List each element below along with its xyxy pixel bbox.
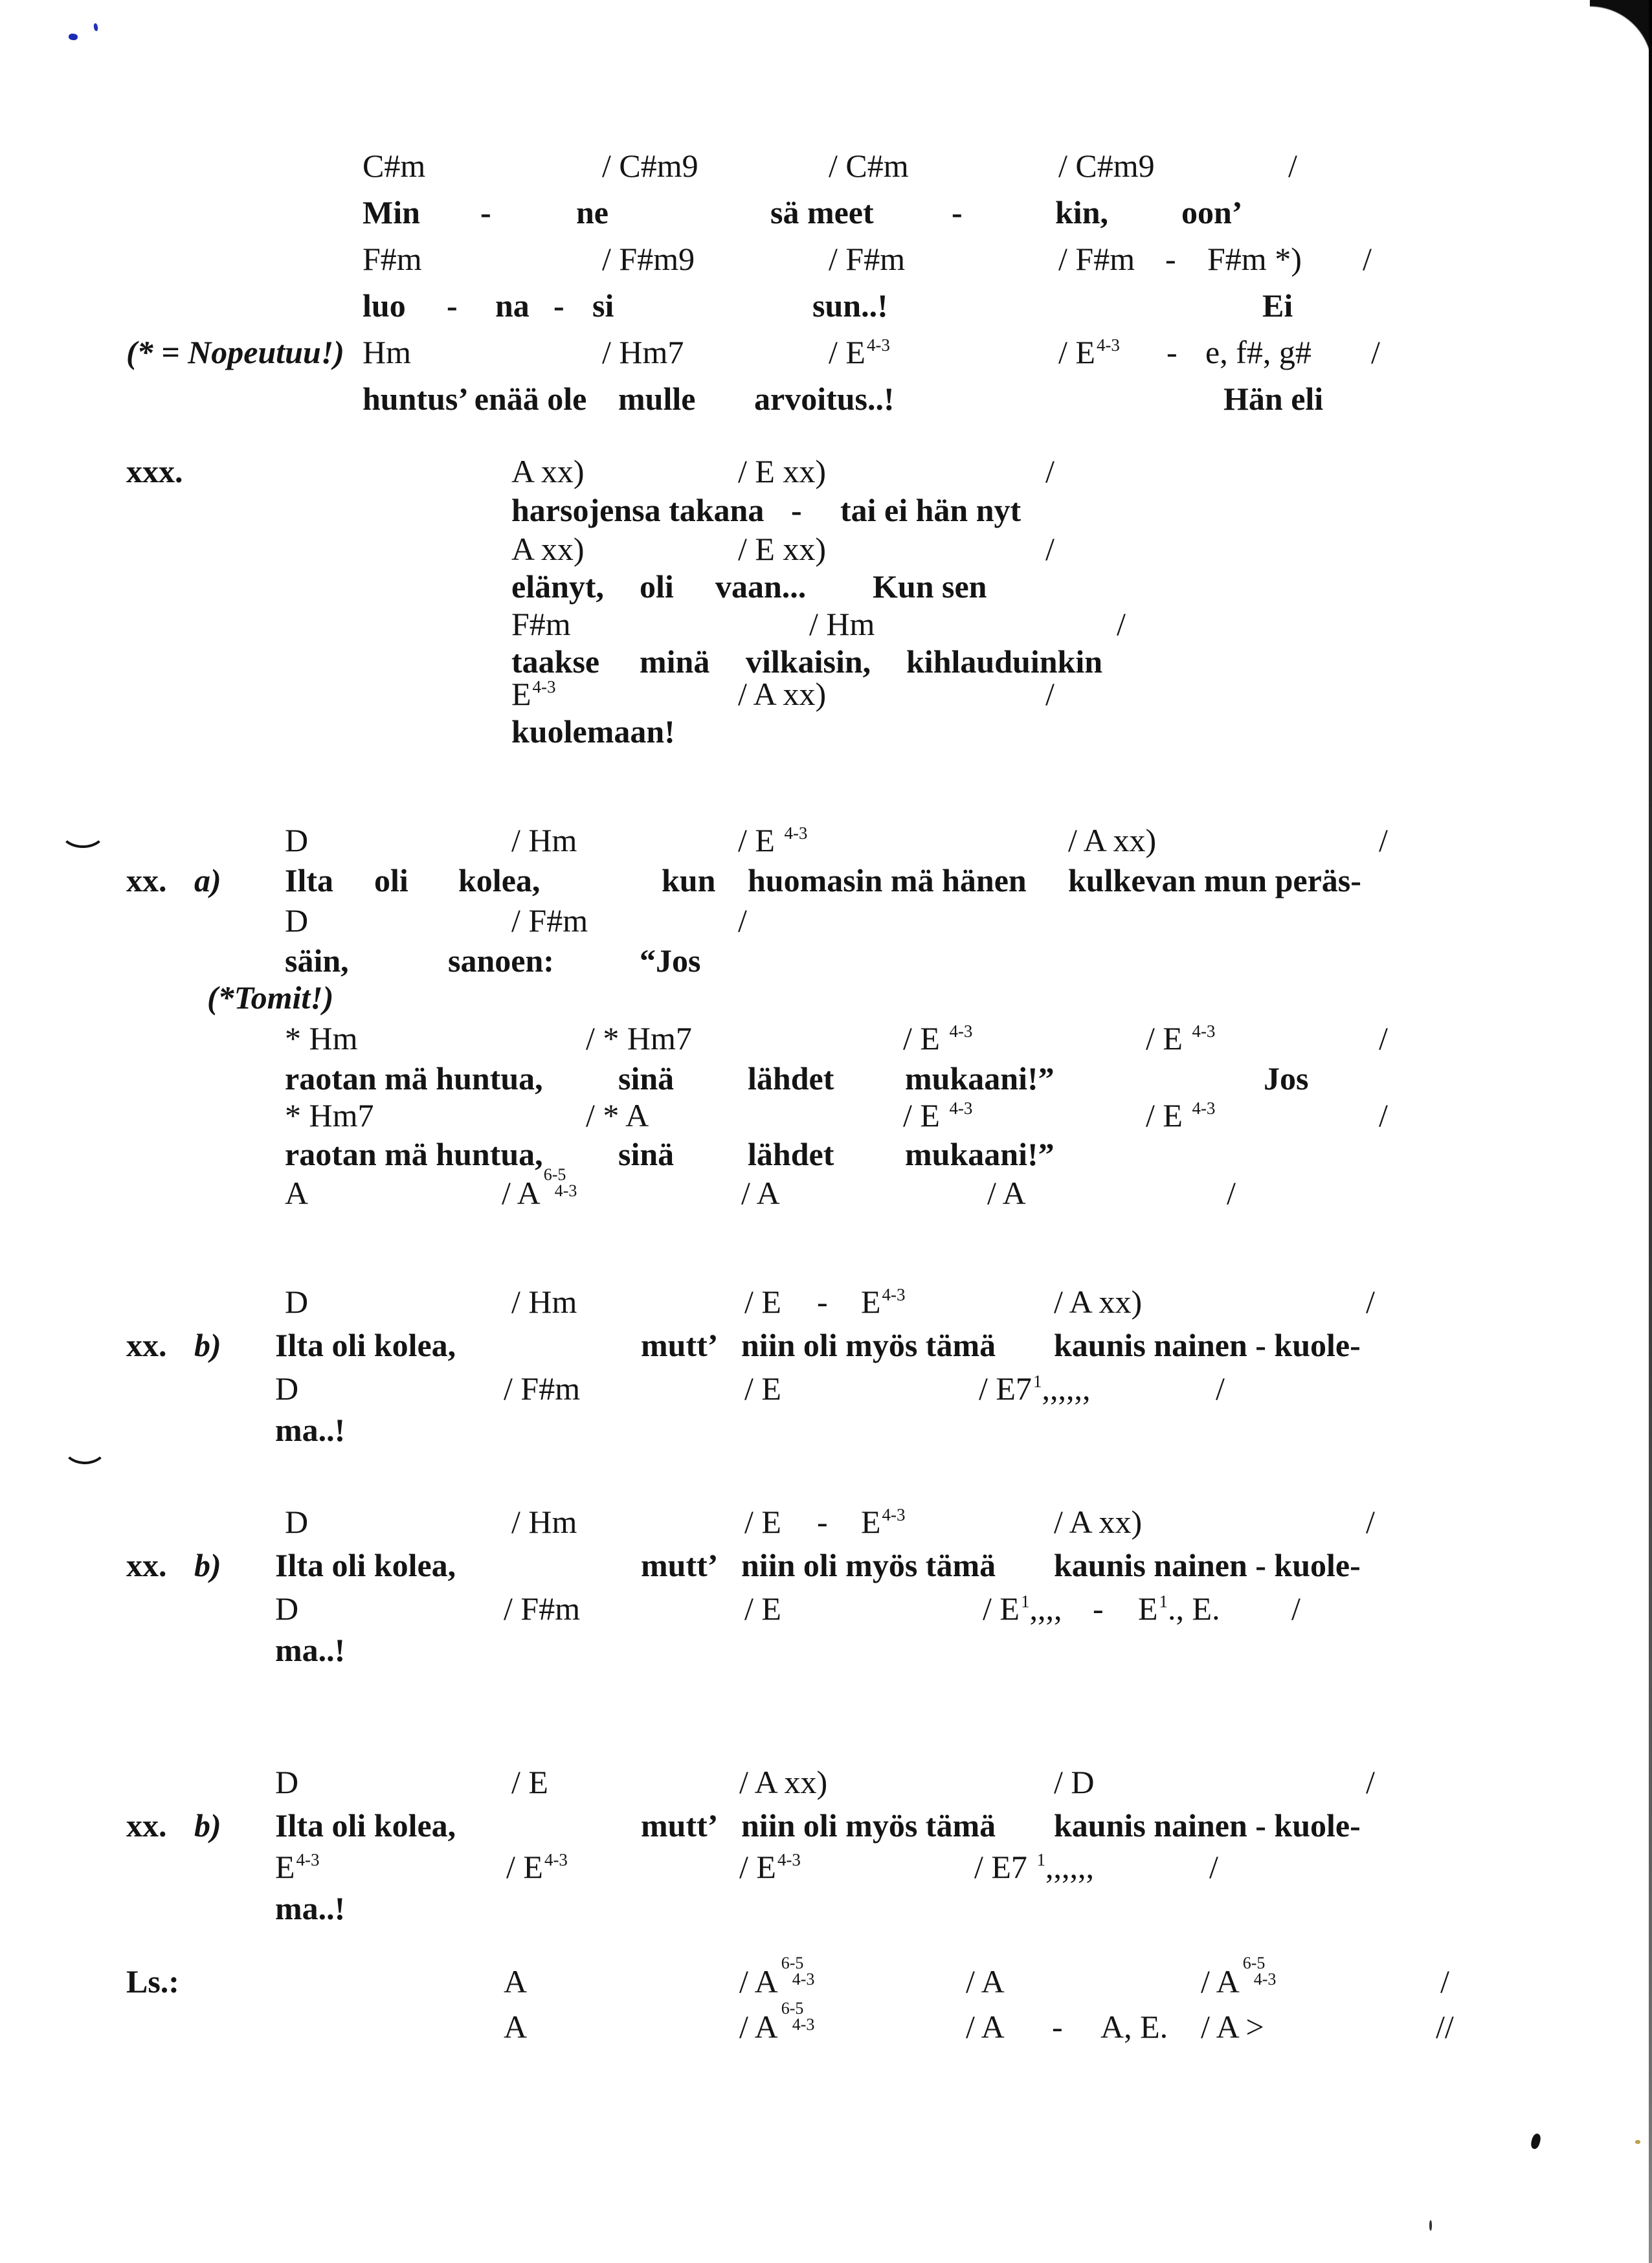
chord-segment: F#m bbox=[511, 606, 571, 642]
lyric-segment: - bbox=[952, 194, 963, 230]
chord-segment: / E bbox=[744, 1284, 781, 1320]
text-line bbox=[0, 242, 1652, 282]
text-line bbox=[0, 904, 1652, 944]
figured-bass-superscript: 1 bbox=[1159, 1592, 1168, 1611]
lyric-segment: kaunis nainen - kuole- bbox=[1054, 1807, 1361, 1844]
lyric-segment: kihlauduinkin bbox=[906, 643, 1103, 680]
figured-bass-superscript: 4-3 bbox=[1192, 1021, 1216, 1041]
chord-segment: / bbox=[1209, 1849, 1218, 1885]
text-line bbox=[0, 944, 1652, 984]
text-line bbox=[0, 1999, 1652, 2050]
chord-segment: - bbox=[1166, 334, 1178, 370]
chord-segment: / bbox=[1379, 1097, 1388, 1133]
chord-segment: A xx) bbox=[511, 453, 585, 489]
chord-segment: Hm bbox=[363, 334, 411, 370]
figured-bass-superscript: 1 bbox=[1020, 1592, 1030, 1611]
chord-segment: / E4-3 bbox=[739, 1849, 801, 1885]
text-line bbox=[0, 1505, 1652, 1545]
lyric-segment: niin oli myös tämä bbox=[741, 1807, 996, 1844]
lyric-segment: ma..! bbox=[275, 1890, 346, 1926]
chord-segment: / A bbox=[741, 1175, 780, 1211]
chord-segment: / bbox=[1288, 148, 1297, 184]
chord-segment: F#m *) bbox=[1207, 241, 1302, 277]
chord-segment: / E xx) bbox=[738, 453, 827, 489]
chord-segment: / bbox=[1227, 1175, 1236, 1211]
text-line bbox=[0, 1328, 1652, 1368]
chord-segment: E1., E. bbox=[1138, 1590, 1220, 1627]
figured-bass-superscript: 4-3 bbox=[1096, 335, 1120, 355]
lyric-segment: kolea, bbox=[458, 862, 541, 898]
lyric-segment: kun bbox=[662, 862, 716, 898]
text-line bbox=[0, 823, 1652, 864]
text-line bbox=[0, 1021, 1652, 1062]
chord-segment: * Hm7 bbox=[285, 1097, 374, 1133]
chord-segment: / F#m bbox=[504, 1370, 581, 1407]
chord-segment: - bbox=[1165, 241, 1176, 277]
section-label: xx. bbox=[126, 1547, 167, 1583]
lyric-segment: huntus’ enää ole bbox=[363, 381, 587, 417]
lyric-segment: “Jos bbox=[640, 942, 701, 979]
text-line bbox=[0, 607, 1652, 647]
text-line bbox=[0, 1165, 1652, 1216]
lyric-segment: Hän eli bbox=[1223, 381, 1324, 417]
lyric-segment: vaan... bbox=[715, 568, 807, 605]
text-line bbox=[0, 1850, 1652, 1890]
chord-segment: / bbox=[1366, 1764, 1375, 1800]
lyric-segment: Ilta oli kolea, bbox=[275, 1547, 456, 1583]
chord-segment: / bbox=[1379, 1020, 1388, 1056]
chord-segment: / E bbox=[744, 1590, 781, 1627]
chord-segment: - bbox=[1093, 1590, 1104, 1627]
lyric-segment: tai ei hän nyt bbox=[840, 492, 1021, 528]
lyric-segment: lähdet bbox=[748, 1060, 834, 1097]
figured-bass-superscript: 4-3 bbox=[532, 677, 556, 697]
chord-segment: / * Hm7 bbox=[586, 1020, 692, 1056]
text-line bbox=[0, 1137, 1652, 1177]
lyric-segment: sinä bbox=[618, 1060, 675, 1097]
lyric-segment: ma..! bbox=[275, 1412, 346, 1448]
lyric-segment: vilkaisin, bbox=[746, 643, 871, 680]
figured-bass-stack bbox=[781, 2000, 815, 2033]
lyric-segment: kaunis nainen - kuole- bbox=[1054, 1327, 1361, 1363]
chord-segment: / E4-3 bbox=[506, 1849, 568, 1885]
lyric-segment: si bbox=[592, 287, 614, 324]
scan-speck bbox=[69, 33, 78, 40]
chord-segment: / F#m bbox=[1058, 241, 1135, 277]
chord-segment: / bbox=[738, 902, 747, 939]
chord-segment: / bbox=[1045, 531, 1055, 567]
chord-segment: A bbox=[504, 2009, 528, 2045]
chord-segment: / Hm7 bbox=[602, 334, 684, 370]
text-line bbox=[0, 1765, 1652, 1805]
chord-segment: E4-3 bbox=[861, 1284, 906, 1320]
figured-bass-row: 6-5 bbox=[781, 1999, 804, 2018]
chord-segment: D bbox=[285, 1504, 309, 1540]
figured-bass-superscript: 4-3 bbox=[1192, 1098, 1216, 1118]
lyric-segment: kulkevan mun peräs- bbox=[1068, 862, 1361, 898]
figured-bass-superscript: 4-3 bbox=[949, 1098, 973, 1118]
chord-segment: / C#m9 bbox=[1058, 148, 1155, 184]
annotation: b) bbox=[194, 1547, 221, 1583]
lyric-segment: säin, bbox=[285, 942, 349, 979]
chord-segment: / E 4-3 bbox=[1146, 1097, 1216, 1133]
chord-segment: / A 6-5 4-3 bbox=[502, 1165, 577, 1211]
lyric-segment: raotan mä huntua, bbox=[285, 1136, 543, 1172]
figured-bass-row: 6-5 bbox=[543, 1165, 566, 1184]
chord-segment: / Hm bbox=[511, 1284, 577, 1320]
chord-segment: / F#m9 bbox=[602, 241, 695, 277]
chord-segment: / F#m bbox=[504, 1590, 581, 1627]
chord-segment: D bbox=[275, 1370, 299, 1407]
text-line bbox=[0, 1413, 1652, 1453]
text-line bbox=[0, 1548, 1652, 1589]
figured-bass-superscript: 1 bbox=[1032, 1372, 1042, 1391]
text-line bbox=[0, 1891, 1652, 1932]
text-line bbox=[0, 1372, 1652, 1412]
chord-segment: A xx) bbox=[511, 531, 585, 567]
chord-segment: / E 4-3 bbox=[903, 1097, 973, 1133]
lyric-segment: sinä bbox=[618, 1136, 675, 1172]
lyric-segment: - bbox=[447, 287, 458, 324]
text-line bbox=[0, 454, 1652, 495]
chord-segment: D bbox=[275, 1590, 299, 1627]
chord-segment: C#m bbox=[363, 148, 426, 184]
chord-segment: E4-3 bbox=[275, 1849, 320, 1885]
text-line bbox=[0, 1285, 1652, 1325]
figured-bass-row: 4-3 bbox=[792, 1970, 815, 1989]
figured-bass-superscript: 4-3 bbox=[949, 1021, 973, 1041]
chord-segment: D bbox=[285, 1284, 309, 1320]
chord-segment: / bbox=[1045, 676, 1055, 712]
annotation: (*Tomit!) bbox=[207, 979, 334, 1016]
lyric-segment: mukaani!” bbox=[905, 1060, 1055, 1097]
chord-segment: / F#m bbox=[829, 241, 906, 277]
lyric-segment: mutt’ bbox=[641, 1807, 719, 1844]
lyric-segment: - bbox=[480, 194, 491, 230]
figured-bass-row: 4-3 bbox=[792, 2015, 815, 2034]
section-label: xx. bbox=[126, 1807, 167, 1844]
text-line bbox=[0, 677, 1652, 717]
chord-segment: / Hm bbox=[511, 1504, 577, 1540]
chord-segment: / bbox=[1291, 1590, 1300, 1627]
figured-bass-row: 4-3 bbox=[554, 1181, 577, 1200]
lyric-segment: kaunis nainen - kuole- bbox=[1054, 1547, 1361, 1583]
lyric-segment: Ei bbox=[1262, 287, 1293, 324]
lyric-segment: luo bbox=[363, 287, 406, 324]
scan-speck bbox=[1530, 2133, 1542, 2150]
annotation: a) bbox=[194, 862, 221, 898]
chord-segment: / A xx) bbox=[1068, 822, 1157, 858]
figured-bass-superscript: 1 bbox=[1036, 1850, 1045, 1869]
lyric-segment: na bbox=[495, 287, 530, 324]
chord-segment: / E bbox=[744, 1504, 781, 1540]
chord-segment: // bbox=[1436, 2009, 1454, 2045]
chord-segment: / * A bbox=[586, 1097, 649, 1133]
chord-segment: - bbox=[817, 1284, 828, 1320]
chord-segment: / bbox=[1440, 1963, 1449, 2000]
text-line bbox=[0, 335, 1652, 375]
text-line bbox=[0, 532, 1652, 572]
text-line bbox=[0, 1954, 1652, 2005]
text-line bbox=[0, 1062, 1652, 1102]
chord-segment: / E4-3 bbox=[1058, 334, 1120, 370]
figured-bass-stack bbox=[781, 1955, 815, 1987]
chord-segment: / C#m bbox=[829, 148, 909, 184]
chord-segment: / A xx) bbox=[1054, 1504, 1143, 1540]
scan-speck bbox=[1635, 2140, 1640, 2144]
lyric-segment: mutt’ bbox=[641, 1547, 719, 1583]
chord-segment: / E 4-3 bbox=[738, 822, 808, 858]
chord-segment: A, E. bbox=[1100, 2009, 1168, 2045]
lyric-segment: harsojensa takana bbox=[511, 492, 765, 528]
section-label: xx. bbox=[126, 862, 167, 898]
lyric-segment: Ilta bbox=[285, 862, 333, 898]
lyric-segment: ma..! bbox=[275, 1632, 346, 1668]
text-line bbox=[0, 1592, 1652, 1632]
lyric-segment: oli bbox=[374, 862, 408, 898]
lyric-segment: niin oli myös tämä bbox=[741, 1547, 996, 1583]
chord-segment: A bbox=[504, 1963, 528, 2000]
chord-segment: A bbox=[285, 1175, 309, 1211]
text-line bbox=[0, 864, 1652, 904]
figured-bass-superscript: 4-3 bbox=[866, 335, 890, 355]
chord-segment: / A 6-5 4-3 bbox=[739, 1999, 815, 2045]
chord-segment: / A xx) bbox=[1054, 1284, 1143, 1320]
chord-segment: - bbox=[1052, 2009, 1063, 2045]
chord-segment: D bbox=[285, 902, 309, 939]
figured-bass-superscript: 4-3 bbox=[296, 1850, 320, 1869]
lyric-segment: ne bbox=[576, 194, 608, 230]
lyric-segment: mulle bbox=[618, 381, 696, 417]
chord-segment: / E1,,,, bbox=[983, 1590, 1062, 1627]
lyric-segment: elänyt, bbox=[511, 568, 605, 605]
text-line bbox=[0, 1809, 1652, 1849]
chord-segment: / A bbox=[987, 1175, 1026, 1211]
lyric-segment: mutt’ bbox=[641, 1327, 719, 1363]
lyric-segment: raotan mä huntua, bbox=[285, 1060, 543, 1097]
scan-speck bbox=[93, 23, 98, 32]
chord-segment: / bbox=[1216, 1370, 1225, 1407]
text-line bbox=[0, 570, 1652, 610]
lyric-segment: Ilta oli kolea, bbox=[275, 1807, 456, 1844]
chord-segment: / bbox=[1366, 1504, 1375, 1540]
pen-mark-crescent bbox=[60, 813, 106, 848]
chord-segment: / E bbox=[511, 1764, 548, 1800]
chord-segment: / bbox=[1363, 241, 1372, 277]
lyric-segment: huomasin mä hänen bbox=[748, 862, 1027, 898]
section-label: Ls.: bbox=[126, 1963, 179, 2000]
chord-segment: * Hm bbox=[285, 1020, 358, 1056]
chord-segment: / bbox=[1379, 822, 1388, 858]
lyric-segment: niin oli myös tämä bbox=[741, 1327, 996, 1363]
text-line bbox=[0, 149, 1652, 189]
chord-segment: / E bbox=[744, 1370, 781, 1407]
figured-bass-superscript: 4-3 bbox=[777, 1850, 801, 1869]
lyric-segment: taakse bbox=[511, 643, 600, 680]
chord-segment: / A bbox=[966, 2009, 1005, 2045]
figured-bass-stack bbox=[1243, 1955, 1277, 1987]
text-line bbox=[0, 289, 1652, 329]
chord-segment: / E 4-3 bbox=[903, 1020, 973, 1056]
chord-segment: D bbox=[285, 822, 309, 858]
section-label: xxx. bbox=[126, 453, 183, 489]
pen-mark-crescent bbox=[62, 1428, 107, 1464]
chord-segment: / E71,,,,,, bbox=[979, 1370, 1091, 1407]
text-line bbox=[0, 981, 1652, 1021]
chord-segment: / E xx) bbox=[738, 531, 827, 567]
lyric-segment: minä bbox=[640, 643, 710, 680]
figured-bass-row: 4-3 bbox=[1253, 1970, 1277, 1989]
annotation: b) bbox=[194, 1807, 221, 1844]
chord-segment: / A bbox=[966, 1963, 1005, 2000]
lyric-segment: Kun sen bbox=[873, 568, 987, 605]
annotation: b) bbox=[194, 1327, 221, 1363]
chord-segment: / bbox=[1371, 334, 1380, 370]
text-line bbox=[0, 382, 1652, 422]
lyric-segment: - bbox=[791, 492, 802, 528]
chord-segment: / A xx) bbox=[739, 1764, 828, 1800]
text-line bbox=[0, 1633, 1652, 1673]
text-line bbox=[0, 1098, 1652, 1139]
chord-segment: / A 6-5 4-3 bbox=[739, 1954, 815, 2000]
lyric-segment: sanoen: bbox=[448, 942, 554, 979]
chord-segment: / F#m bbox=[511, 902, 588, 939]
chord-segment: e, f#, g# bbox=[1205, 334, 1312, 370]
text-line bbox=[0, 493, 1652, 533]
figured-bass-stack bbox=[544, 1166, 577, 1199]
chord-segment: / E 4-3 bbox=[1146, 1020, 1216, 1056]
chord-segment: / D bbox=[1054, 1764, 1095, 1800]
lyric-segment: - bbox=[553, 287, 564, 324]
lyric-segment: kuolemaan! bbox=[511, 713, 675, 750]
chord-segment: / bbox=[1117, 606, 1126, 642]
chord-segment: / Hm bbox=[809, 606, 875, 642]
chord-segment: / A > bbox=[1201, 2009, 1264, 2045]
chord-segment: / Hm bbox=[511, 822, 577, 858]
chord-segment: / bbox=[1045, 453, 1055, 489]
lyric-segment: lähdet bbox=[748, 1136, 834, 1172]
chord-segment: / A xx) bbox=[738, 676, 827, 712]
annotation: (* = Nopeutuu!) bbox=[126, 334, 344, 370]
figured-bass-row: 6-5 bbox=[781, 1954, 804, 1972]
lyric-segment: sun..! bbox=[812, 287, 888, 324]
chord-segment: / C#m9 bbox=[602, 148, 698, 184]
chord-segment: / E7 1,,,,,, bbox=[974, 1849, 1094, 1885]
lyric-segment: oli bbox=[640, 568, 674, 605]
lyric-segment: Jos bbox=[1264, 1060, 1309, 1097]
scan-corner-artifact bbox=[1590, 0, 1652, 69]
chord-segment: D bbox=[275, 1764, 299, 1800]
chord-segment: E4-3 bbox=[511, 676, 556, 712]
chord-segment: - bbox=[817, 1504, 828, 1540]
figured-bass-superscript: 4-3 bbox=[544, 1850, 568, 1869]
figured-bass-row: 6-5 bbox=[1242, 1954, 1266, 1972]
text-line bbox=[0, 195, 1652, 236]
lyric-segment: kin, bbox=[1055, 194, 1109, 230]
chord-segment: / E4-3 bbox=[829, 334, 890, 370]
lyric-segment: arvoitus..! bbox=[754, 381, 895, 417]
chord-segment: F#m bbox=[363, 241, 422, 277]
chord-segment: / bbox=[1366, 1284, 1375, 1320]
lyric-segment: oon’ bbox=[1181, 194, 1243, 230]
scan-speck bbox=[1429, 2220, 1432, 2231]
section-label: xx. bbox=[126, 1327, 167, 1363]
text-line bbox=[0, 715, 1652, 755]
figured-bass-superscript: 4-3 bbox=[882, 1285, 906, 1304]
lyric-segment: mukaani!” bbox=[905, 1136, 1055, 1172]
lyric-segment: Min bbox=[363, 194, 420, 230]
figured-bass-superscript: 4-3 bbox=[784, 823, 808, 843]
chord-segment: / A 6-5 4-3 bbox=[1201, 1954, 1277, 2000]
lyric-segment: sä meet bbox=[770, 194, 874, 230]
chord-segment: E4-3 bbox=[861, 1504, 906, 1540]
lyric-segment: Ilta oli kolea, bbox=[275, 1327, 456, 1363]
figured-bass-superscript: 4-3 bbox=[882, 1505, 906, 1524]
